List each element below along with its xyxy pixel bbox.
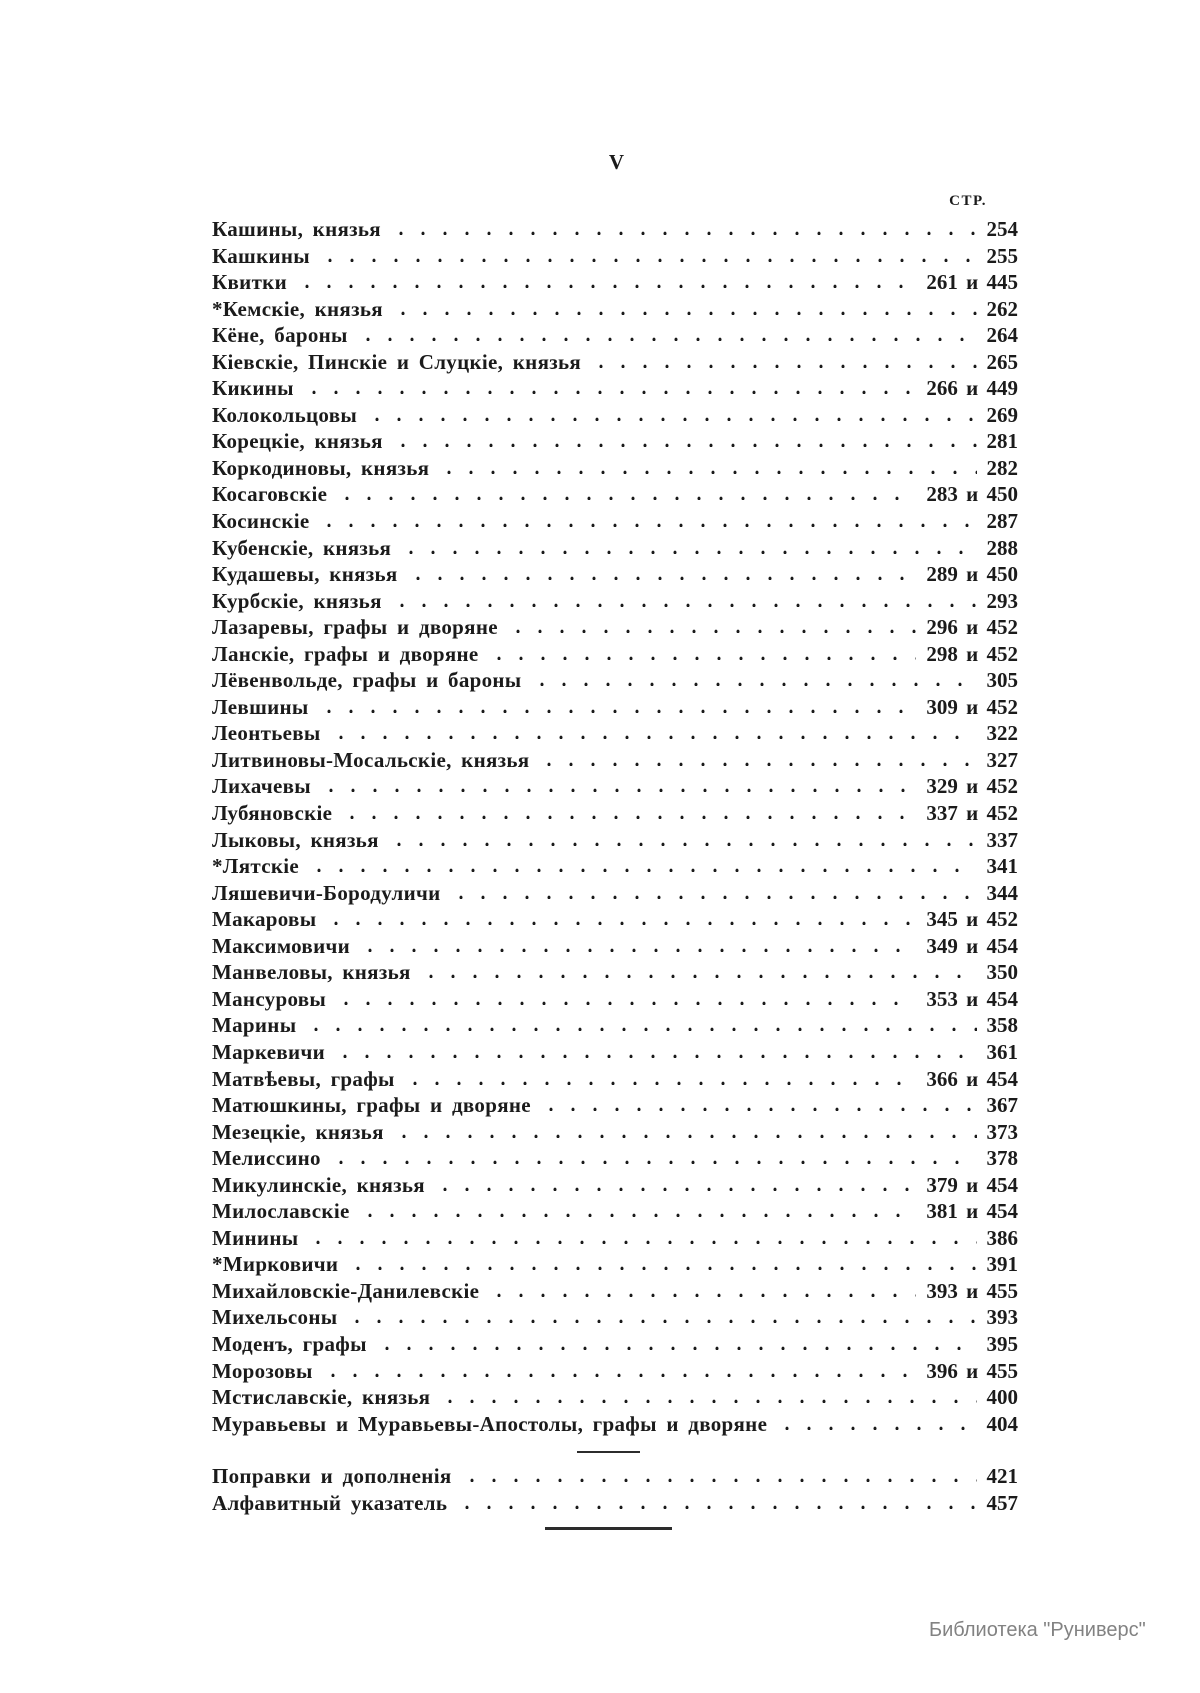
toc-row — [212, 350, 1018, 377]
dot-leader — [776, 1426, 976, 1431]
toc-row — [212, 987, 1018, 1014]
entry-page-numbers: 296 и 452 — [926, 615, 1018, 640]
toc-addenda-list — [212, 1464, 1018, 1517]
dot-leader — [318, 709, 917, 714]
dot-leader — [392, 443, 977, 448]
toc-row — [212, 1199, 1018, 1226]
entry-page-numbers: 395 — [986, 1331, 1018, 1356]
dot-leader — [366, 417, 976, 422]
entry-page-numbers: 393 — [986, 1305, 1018, 1330]
toc-row — [212, 1464, 1018, 1491]
toc-row — [212, 429, 1018, 456]
dot-leader — [308, 868, 976, 873]
dot-leader — [334, 1054, 977, 1059]
toc-row — [212, 854, 1018, 881]
entry-page-numbers: 287 — [986, 509, 1018, 534]
page-column-header: СТР. — [949, 193, 987, 209]
toc-row — [212, 297, 1018, 324]
entry-page-numbers: 298 и 452 — [926, 641, 1018, 666]
entry-name: Матвѣевы, графы — [212, 1066, 395, 1091]
entry-page-numbers: 322 — [986, 721, 1018, 746]
entry-name: Моденъ, графы — [212, 1331, 367, 1356]
dot-leader — [330, 1160, 977, 1165]
entry-page-numbers: 421 — [986, 1464, 1018, 1488]
toc-row — [212, 562, 1018, 589]
entry-name: Морозовы — [212, 1358, 313, 1383]
entry-page-numbers: 358 — [986, 1013, 1018, 1038]
dot-leader — [359, 1213, 917, 1218]
entry-name: Мстиславскіе, князья — [212, 1385, 431, 1410]
dot-leader — [420, 974, 977, 979]
entry-name: Колокольцовы — [212, 402, 358, 427]
toc-row — [212, 960, 1018, 987]
dot-leader — [305, 1027, 976, 1032]
toc-row — [212, 1093, 1018, 1120]
dot-leader — [450, 895, 977, 900]
entry-page-numbers: 379 и 454 — [926, 1172, 1018, 1197]
entry-page-numbers: 345 и 452 — [926, 907, 1018, 932]
toc-row — [212, 721, 1018, 748]
entry-page-numbers: 344 — [986, 880, 1018, 905]
dot-leader — [393, 1134, 977, 1139]
dot-leader — [391, 603, 977, 608]
entry-name: Лёвенвольде, графы и бароны — [212, 668, 522, 693]
dot-leader — [531, 682, 977, 687]
toc-row — [212, 403, 1018, 430]
entry-page-numbers: 396 и 455 — [926, 1358, 1018, 1383]
entry-page-numbers: 265 — [986, 349, 1018, 374]
dot-leader — [325, 921, 916, 926]
entry-page-numbers: 266 и 449 — [926, 376, 1018, 401]
entry-page-numbers: 255 — [986, 243, 1018, 268]
entry-name: Муравьевы и Муравьевы-Апостолы, графы и дворяне — [212, 1411, 768, 1436]
entry-name: Микулинскіе, князья — [212, 1172, 425, 1197]
toc-row — [212, 1120, 1018, 1147]
entry-name: Кашкины — [212, 243, 310, 268]
toc-row — [212, 1412, 1018, 1439]
entry-page-numbers: 293 — [986, 588, 1018, 613]
toc-row — [212, 217, 1018, 244]
entry-name: Косаговскіе — [212, 482, 328, 507]
entry-name: Литвиновы-Мосальскіе, князья — [212, 747, 530, 772]
toc-row — [212, 615, 1018, 642]
dot-leader — [407, 576, 917, 581]
toc-row — [212, 323, 1018, 350]
entry-name: Михельсоны — [212, 1305, 338, 1330]
dot-leader — [346, 1319, 976, 1324]
entry-page-numbers: 400 — [986, 1385, 1018, 1410]
entry-page-numbers: 361 — [986, 1039, 1018, 1064]
page-folio-number: V — [608, 150, 626, 174]
entry-page-numbers: 457 — [986, 1490, 1018, 1515]
entry-page-numbers: 349 и 454 — [926, 933, 1018, 958]
entry-name: Лыковы, князья — [212, 827, 379, 852]
toc-row — [212, 270, 1018, 297]
entry-page-numbers: 281 — [986, 429, 1018, 454]
entry-name: Маркевичи — [212, 1039, 325, 1064]
toc-row — [212, 828, 1018, 855]
toc-row — [212, 748, 1018, 775]
entry-page-numbers: 386 — [986, 1225, 1018, 1250]
toc-row — [212, 1491, 1018, 1518]
entry-name: Кашины, князья — [212, 217, 381, 241]
dot-leader — [488, 1293, 916, 1298]
entry-name: Милославскіе — [212, 1199, 350, 1224]
toc-row — [212, 1226, 1018, 1253]
toc-row — [212, 509, 1018, 536]
toc-row — [212, 1279, 1018, 1306]
dot-leader — [400, 550, 976, 555]
entry-name: Кіевскіе, Пинскіе и Слуцкіе, князья — [212, 349, 582, 374]
entry-name: *Кемскіе, князья — [212, 296, 383, 321]
entry-page-numbers: 350 — [986, 960, 1018, 985]
dot-leader — [359, 948, 916, 953]
entry-name: Коркодиновы, князья — [212, 455, 430, 480]
toc-row — [212, 1252, 1018, 1279]
entry-page-numbers: 262 — [986, 296, 1018, 321]
dot-leader — [507, 629, 917, 634]
dot-leader — [590, 364, 976, 369]
entry-name: Мезецкіе, князья — [212, 1119, 384, 1144]
entry-page-numbers: 337 — [986, 827, 1018, 852]
entry-name: Мансуровы — [212, 986, 327, 1011]
entry-name: Курбскіе, князья — [212, 588, 382, 613]
entry-name: Максимовичи — [212, 933, 351, 958]
entry-page-numbers: 367 — [986, 1093, 1018, 1118]
entry-name: Манвеловы, князья — [212, 960, 411, 985]
dot-leader — [390, 231, 977, 236]
end-of-contents-rule — [545, 1527, 672, 1530]
dot-leader — [336, 496, 916, 501]
entry-name: Кубенскіе, князья — [212, 535, 392, 560]
entry-name: Левшины — [212, 694, 309, 719]
toc-row — [212, 1332, 1018, 1359]
entry-name: Леонтьевы — [212, 721, 321, 746]
toc-row — [212, 1173, 1018, 1200]
dot-leader — [376, 1346, 977, 1351]
dot-leader — [330, 735, 977, 740]
entry-name: Кудашевы, князья — [212, 562, 398, 587]
entry-name: *Лятскіе — [212, 854, 300, 879]
dot-leader — [307, 1240, 976, 1245]
entry-page-numbers: 288 — [986, 535, 1018, 560]
entry-page-numbers: 305 — [986, 668, 1018, 693]
dot-leader — [319, 258, 977, 263]
dot-leader — [318, 523, 976, 528]
toc-row — [212, 881, 1018, 908]
entry-name: *Мирковичи — [212, 1252, 339, 1277]
dot-leader — [296, 284, 916, 289]
entry-page-numbers: 329 и 452 — [926, 774, 1018, 799]
entry-name: Кикины — [212, 376, 294, 401]
toc-row — [212, 244, 1018, 271]
entry-page-numbers: 254 — [986, 217, 1018, 241]
toc-row — [212, 1385, 1018, 1412]
entry-page-numbers: 378 — [986, 1146, 1018, 1171]
toc-row — [212, 1146, 1018, 1173]
toc-row — [212, 801, 1018, 828]
entry-name: Ляшевичи-Бородуличи — [212, 880, 441, 905]
entry-page-numbers: 404 — [986, 1411, 1018, 1436]
dot-leader — [461, 1478, 977, 1483]
dot-leader — [320, 788, 916, 793]
dot-leader — [439, 1399, 976, 1404]
entry-page-numbers: 269 — [986, 402, 1018, 427]
entry-page-numbers: 393 и 455 — [926, 1278, 1018, 1303]
dot-leader — [438, 470, 976, 475]
entry-name: Мелиссино — [212, 1146, 321, 1171]
toc-row — [212, 934, 1018, 961]
dot-leader — [540, 1107, 977, 1112]
toc-row — [212, 482, 1018, 509]
toc-row — [212, 668, 1018, 695]
dot-leader — [341, 815, 916, 820]
entry-page-numbers: 366 и 454 — [926, 1066, 1018, 1091]
toc-row — [212, 1359, 1018, 1386]
entry-name: Лазаревы, графы и дворяне — [212, 615, 498, 640]
dot-leader — [392, 311, 977, 316]
toc-row — [212, 695, 1018, 722]
dot-leader — [538, 762, 976, 767]
entry-name: Кёне, бароны — [212, 323, 348, 348]
entry-page-numbers: 261 и 445 — [926, 270, 1018, 295]
toc-row — [212, 907, 1018, 934]
toc-row — [212, 589, 1018, 616]
dot-leader — [335, 1001, 916, 1006]
entry-page-numbers: 341 — [986, 854, 1018, 879]
dot-leader — [434, 1187, 916, 1192]
entry-page-numbers: 373 — [986, 1119, 1018, 1144]
entry-page-numbers: 264 — [986, 323, 1018, 348]
entry-name: Матюшкины, графы и дворяне — [212, 1093, 531, 1118]
dot-leader — [357, 337, 977, 342]
entry-page-numbers: 381 и 454 — [926, 1199, 1018, 1224]
toc-list — [212, 217, 1018, 1438]
entry-name: Корецкіе, князья — [212, 429, 383, 454]
section-divider-rule — [577, 1451, 640, 1453]
entry-name: Лубяновскіе — [212, 801, 333, 826]
dot-leader — [456, 1505, 976, 1510]
entry-name: Лихачевы — [212, 774, 311, 799]
entry-name: Поправки и дополненія — [212, 1464, 452, 1488]
entry-page-numbers: 353 и 454 — [926, 986, 1018, 1011]
toc-row — [212, 376, 1018, 403]
entry-page-numbers: 283 и 450 — [926, 482, 1018, 507]
library-watermark: Библиотека "Руниверс" — [929, 1619, 1146, 1641]
entry-name: Косинскіе — [212, 509, 310, 534]
toc-row — [212, 774, 1018, 801]
dot-leader — [404, 1081, 917, 1086]
toc-row — [212, 1040, 1018, 1067]
toc-row — [212, 1305, 1018, 1332]
entry-page-numbers: 289 и 450 — [926, 562, 1018, 587]
dot-leader — [322, 1373, 917, 1378]
dot-leader — [488, 656, 917, 661]
entry-name: Ланскіе, графы и дворяне — [212, 641, 479, 666]
toc-row — [212, 456, 1018, 483]
toc-row — [212, 642, 1018, 669]
entry-name: Макаровы — [212, 907, 317, 932]
dot-leader — [303, 390, 917, 395]
entry-name: Марины — [212, 1013, 297, 1038]
toc-row — [212, 1067, 1018, 1094]
entry-page-numbers: 282 — [986, 455, 1018, 480]
entry-page-numbers: 327 — [986, 747, 1018, 772]
dot-leader — [388, 842, 977, 847]
entry-name: Михайловскіе-Данилевскіе — [212, 1278, 480, 1303]
entry-page-numbers: 309 и 452 — [926, 694, 1018, 719]
toc-row — [212, 1013, 1018, 1040]
entry-name: Алфавитный указатель — [212, 1490, 448, 1515]
dot-leader — [347, 1266, 976, 1271]
toc-row — [212, 536, 1018, 563]
entry-page-numbers: 337 и 452 — [926, 801, 1018, 826]
entry-page-numbers: 391 — [986, 1252, 1018, 1277]
entry-name: Квитки — [212, 270, 287, 295]
entry-name: Минины — [212, 1225, 299, 1250]
